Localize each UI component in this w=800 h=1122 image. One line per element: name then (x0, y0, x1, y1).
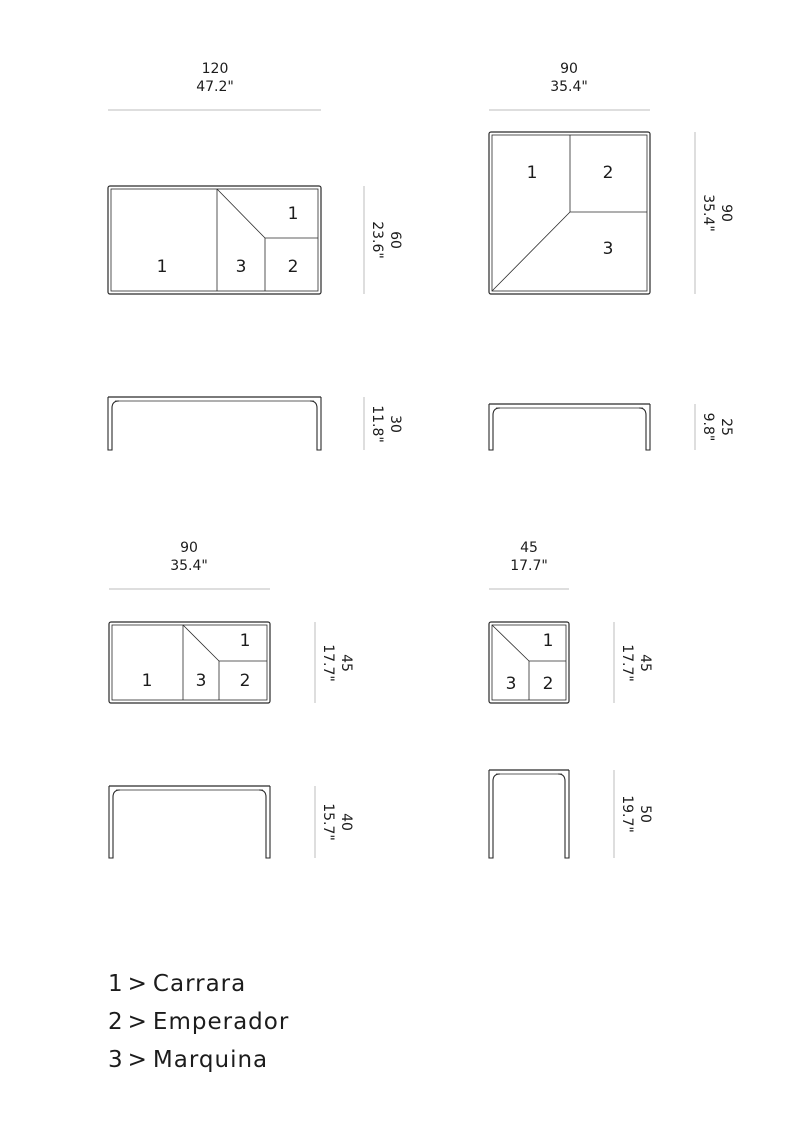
t3-top-view (109, 622, 270, 703)
t4-height-label (619, 795, 653, 833)
legend-item (108, 966, 289, 1004)
t4-leg-left (489, 770, 500, 858)
legend-number: 1 (108, 971, 124, 997)
t4-top-view (489, 622, 569, 703)
t1-height-label (369, 405, 403, 443)
t4-depth-cm: 45 (637, 654, 653, 672)
t4-height-in: 19.7" (619, 795, 635, 833)
t3-zone-label: 2 (239, 671, 251, 691)
legend-separator: > (127, 971, 148, 997)
material-legend (108, 966, 289, 1080)
t4-height-cm: 50 (637, 805, 653, 823)
t4-zone-label: 2 (542, 674, 554, 694)
t3-depth-cm: 45 (338, 654, 354, 672)
t1-depth-label (369, 221, 403, 259)
t1-height-in: 11.8" (369, 405, 385, 443)
t2-width-cm: 90 (560, 61, 578, 77)
table-4 (489, 540, 653, 858)
table-1 (108, 61, 403, 450)
t4-depth-label (619, 644, 653, 682)
t1-zone-label: 3 (235, 257, 247, 277)
t2-leg-right (639, 404, 650, 450)
t3-depth-label (320, 644, 354, 682)
t1-top-view (108, 186, 321, 294)
t4-zone-label: 1 (542, 631, 554, 651)
t4-side-view (489, 770, 569, 858)
legend-material-name: Carrara (152, 971, 247, 997)
t1-depth-cm: 60 (387, 231, 403, 249)
legend-material-name: Emperador (152, 1009, 290, 1035)
t1-zone-label: 2 (287, 257, 299, 277)
t3-leg-right (259, 786, 270, 858)
t1-width-in: 47.2" (196, 79, 234, 95)
legend-separator: > (127, 1047, 148, 1073)
t1-leg-right (310, 397, 321, 450)
t3-height-in: 15.7" (320, 803, 336, 841)
t4-depth-in: 17.7" (619, 644, 635, 682)
t1-side-view (108, 397, 321, 450)
t2-divider (492, 212, 570, 291)
t1-top-outline (108, 186, 321, 294)
t2-depth-cm: 90 (718, 204, 734, 222)
legend-item (108, 1042, 289, 1080)
t3-leg-left (109, 786, 120, 858)
table-3 (109, 540, 354, 858)
t4-width-cm: 45 (520, 540, 538, 556)
t3-height-cm: 40 (338, 813, 354, 831)
t1-width-cm: 120 (201, 61, 229, 77)
t1-zone-label: 1 (287, 204, 299, 224)
t2-top-view (489, 132, 650, 294)
t4-width-in: 17.7" (510, 558, 548, 574)
t4-divider (492, 625, 529, 661)
t3-divider (183, 625, 219, 661)
t2-depth-label (700, 194, 734, 232)
t1-zone-label: 1 (156, 257, 168, 277)
legend-number: 2 (108, 1009, 124, 1035)
t2-width-in: 35.4" (550, 79, 588, 95)
legend-material-name: Marquina (152, 1047, 269, 1073)
t1-height-cm: 30 (387, 415, 403, 433)
t4-zone-label: 3 (505, 674, 517, 694)
t2-side-view (489, 404, 650, 450)
t2-height-label (700, 413, 734, 442)
t2-leg-left (489, 404, 500, 450)
t3-zone-label: 1 (141, 671, 153, 691)
t2-zone-label: 2 (602, 163, 614, 183)
legend-item (108, 1004, 289, 1042)
t4-leg-right (558, 770, 569, 858)
t2-height-in: 9.8" (700, 412, 716, 442)
t3-zone-label: 3 (195, 671, 207, 691)
t3-zone-label: 1 (239, 631, 251, 651)
t1-leg-left (108, 397, 119, 450)
t3-height-label (320, 803, 354, 841)
t1-depth-in: 23.6" (369, 221, 385, 259)
t3-depth-in: 17.7" (320, 644, 336, 682)
t2-depth-in: 35.4" (700, 194, 716, 232)
legend-number: 3 (108, 1047, 124, 1073)
t2-zone-label: 1 (526, 163, 538, 183)
t3-width-in: 35.4" (170, 558, 208, 574)
legend-separator: > (127, 1009, 148, 1035)
t2-height-cm: 25 (718, 418, 734, 436)
t1-divider (217, 189, 265, 238)
t3-width-cm: 90 (180, 540, 198, 556)
t3-side-view (109, 786, 270, 858)
t2-zone-label: 3 (602, 239, 614, 259)
table-2 (489, 61, 734, 450)
